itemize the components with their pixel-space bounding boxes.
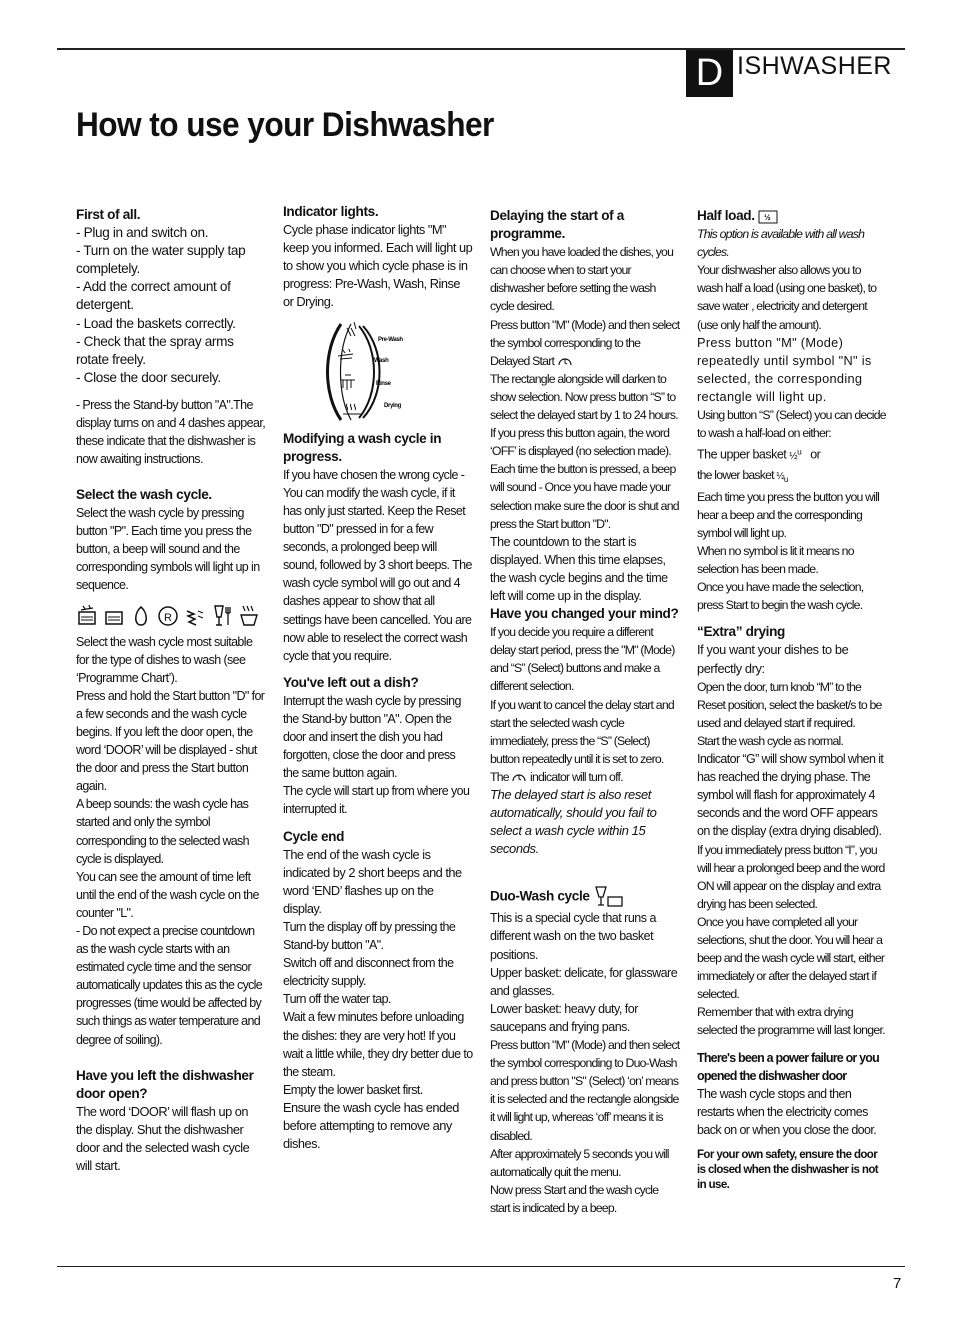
paragraph: the lower basket $\frac{1}{2}_u$ (697, 467, 788, 484)
paragraph: The word ‘DOOR’ will flash up on the display. Shut the dishwasher door and the selected wash cycle will start. (76, 1103, 250, 1174)
paragraph: Once you have completed all your selections, shut the door. You will hear a beep and the wash cycle will start, either immediately or after the delayed start if selected. (697, 914, 885, 1002)
paragraph: Each time you press the button you will hear a beep and the corresponding symbol will light up. (697, 489, 880, 540)
top-rule (57, 48, 905, 50)
paragraph: Ensure the wash cycle has ended before attempting to remove any dishes. (283, 1099, 459, 1152)
glass-cycle-icon (211, 603, 233, 629)
column-3 (490, 207, 680, 1217)
paragraph: Cycle phase indicator lights "M" keep you informed. Each will light up to show you which cycle phase is in progress: Pre-Wash, Wash, Rinse or Drying. (283, 222, 473, 310)
paragraph: Switch off and disconnect from the electricity supply. (283, 956, 454, 989)
svg-text:Pre-Wash: Pre-Wash (378, 336, 403, 343)
paragraph: If you want to cancel the delay start and start the selected wash cycle immediately, press the “S” (Select) button repeatedly until it is set to zero. The indicator will turn off. (490, 697, 674, 784)
half-load-heading: Half load. ½ (697, 207, 887, 225)
paragraph: When no symbol is lit it means no selection has been made. (697, 544, 854, 577)
rapid-cycle-icon (157, 603, 179, 629)
wash-cycle-symbols (76, 603, 266, 629)
changed-mind-heading: Have you changed your mind? (490, 606, 679, 622)
eco-cycle-icon (130, 603, 152, 629)
lower-basket-symbol: $\frac{1}{2}_u$ (776, 470, 788, 484)
prewash-cycle-icon (238, 603, 260, 629)
paragraph: Upper basket: delicate, for glassware and glasses. (490, 965, 678, 998)
paragraph: The end of the wash cycle is indicated by 2 short beeps and the word ‘END’ flashes up on the display. (283, 846, 462, 916)
paragraph: Open the door, turn knob “M” to the Reset position, select the basket/s to be used and delayed start if required. (697, 679, 882, 730)
paragraph: The wash cycle stops and then restarts when the electricity comes back on or when you close the door. (697, 1086, 877, 1137)
paragraph: Press button "M" (Mode) and then select the symbol corresponding to the Delayed Start (490, 317, 680, 368)
paragraph: Indicator “G” will show symbol when it has reached the drying phase. The symbol will flash for approximately 4 seconds and the word OFF appears on the display (extra drying disabled). (697, 752, 884, 839)
paragraph: Press button "M" (Mode) repeatedly until symbol "N" is selected, the corresponding rectangle will light up. (697, 334, 872, 404)
extra-drying-heading: “Extra” drying (697, 624, 786, 640)
paragraph: Now press Start and the wash cycle start is indicated by a beep. (490, 1182, 659, 1215)
svg-text:Rinse: Rinse (376, 380, 391, 387)
paragraph: The rectangle alongside will darken to show selection. Now press button “S” to select the delayed start by 1 to 24 hours. If you press this button again, the word ‘OFF’ is displayed (no selection made). (490, 371, 678, 459)
normal-cycle-icon (103, 603, 125, 629)
header-letter-box: D (686, 50, 733, 97)
modify-cycle-heading: Modifying a wash cycle in progress. (283, 430, 442, 464)
paragraph: Wait a few minutes before unloading the dishes: they are very hot! If you wait a little while, they dry better due to the steam. (283, 1010, 473, 1079)
delayed-start-icon (511, 771, 527, 785)
paragraph: Each time the button is pressed, a beep will sound - Once you have made your selection make sure the door is shut and press the Start button "D". (490, 462, 679, 531)
svg-text:Wash: Wash (374, 357, 389, 364)
paragraph: Empty the lower basket first. (283, 1082, 423, 1097)
duo-wash-icon (593, 885, 625, 909)
header-title: ISHWASHER (737, 52, 892, 80)
paragraph: Lower basket: heavy duty, for saucepans and frying pans. (490, 1001, 638, 1034)
paragraph: - Do not expect a precise countdown as the wash cycle starts with an estimated cycle time and the sensor automatically updates this as the cycle progresses (time would be affected by such things as water temperature and degree of soiling). (76, 924, 263, 1047)
paragraph: This option is available with all wash cycles. (697, 227, 865, 260)
cycle-end-heading: Cycle end (283, 828, 345, 844)
list-item: - Load the baskets correctly. (76, 315, 236, 331)
paragraph: The countdown to the start is displayed. When this time elapses, the wash cycle begins and the time left will come up in the display. (490, 534, 668, 603)
delay-start-heading: Delaying the start of a programme. (490, 208, 624, 242)
delicate-cycle-icon (184, 603, 206, 629)
column-4 (697, 207, 887, 1193)
list-item: - Plug in and switch on. (76, 225, 209, 241)
paragraph: The upper basket ½$^u$ or (697, 446, 821, 462)
intensive-cycle-icon (76, 603, 98, 629)
svg-text:R: R (164, 611, 172, 624)
indicator-panel-diagram (321, 320, 431, 424)
select-cycle-heading: Select the wash cycle. (76, 486, 212, 502)
paragraph: If you want your dishes to be perfectly dry: (697, 642, 849, 676)
paragraph: Select the wash cycle most suitable for the type of dishes to wash (see ‘Programme Chart’). (76, 634, 253, 685)
indicator-lights-heading: Indicator lights. (283, 204, 379, 219)
rinse-phase-icon (341, 375, 355, 390)
paragraph: The cycle will start up from where you interrupted it. (283, 784, 470, 817)
svg-text:½: ½ (764, 213, 771, 223)
paragraph: After approximately 5 seconds you will automatically quit the menu. (490, 1146, 669, 1179)
delayed-start-icon (557, 355, 573, 369)
left-out-dish-heading: You've left out a dish? (283, 674, 419, 690)
paragraph: If you have chosen the wrong cycle - You can modify the wash cycle, if it has only just started. Keep the Reset button "D" pressed in for a few seconds, a prolonged beep will sound, followed by 3 short beeps. The wash cycle symbol will go out and 4 dashes appear to show that all settings have been cancelled. You are now able to reselect the correct wash cycle that you require. (283, 467, 472, 663)
wash-phase-icon (338, 349, 353, 359)
paragraph: Select the wash cycle by pressing button "P". Each time you press the button, a beep will sound and the corresponding symbols will light up in sequence. (76, 506, 260, 593)
paragraph: Interrupt the wash cycle by pressing the Stand-by button "A". Open the door and insert the dish you had forgotten, close the door and press the same button again. (283, 693, 461, 781)
column-1 (76, 206, 266, 1175)
paragraph: The delayed start is also reset automatically, should you fail to select a wash cycle within 15 seconds. (490, 787, 657, 857)
paragraph: A beep sounds: the wash cycle has started and only the symbol corresponding to the selected wash cycle is displayed. (76, 797, 249, 866)
list-item: - Add the correct amount of detergent. (76, 279, 231, 313)
paragraph: When you have loaded the dishes, you can choose when to start your dishwasher before setting the wash cycle desired. (490, 245, 674, 314)
paragraph: Turn the display off by pressing the Stand-by button "A". (283, 920, 456, 953)
page-number: 7 (893, 1275, 902, 1292)
upper-basket-symbol: ½$^u$ (789, 446, 802, 462)
list-item: - Check that the spray arms rotate freely. (76, 333, 234, 367)
paragraph: Using button “S” (Select) you can decide to wash a half-load on either: (697, 408, 886, 441)
paragraph: If you immediately press button “I”, you will hear a prolonged beep and the word ON will appear on the display and extra drying has been selected. (697, 842, 885, 911)
column-2 (283, 203, 473, 1153)
paragraph: This is a special cycle that runs a different wash on the two basket positions. (490, 911, 656, 962)
list-item: - Turn on the water supply tap completely. (76, 243, 246, 277)
svg-text:Drying: Drying (384, 402, 401, 409)
list-item: - Close the door securely. (76, 369, 221, 385)
power-failure-heading: There's been a power failure or you opened the dishwasher door (697, 1050, 879, 1083)
first-of-all-heading: First of all. (76, 207, 141, 222)
paragraph: You can see the amount of time left until the end of the wash cycle on the counter "L". (76, 869, 259, 920)
page-title: How to use your Dishwasher (76, 106, 494, 144)
paragraph: Remember that with extra drying selected the programme will last longer. (697, 1005, 885, 1038)
paragraph: Press and hold the Start button "D" for a few seconds and the wash cycle begins. If you left the door open, the word ‘DOOR’ will be displayed - shut the door and press the Start button again. (76, 688, 265, 794)
paragraph: Your dishwasher also allows you to wash half a load (using one basket), to save water , electricity and detergent (use only half the amount). (697, 263, 877, 332)
standby-paragraph: - Press the Stand-by button "A".The display turns on and 4 dashes appear, these indicate that the dishwasher is now awaiting instructions. (76, 397, 266, 466)
door-open-heading: Have you left the dishwasher door open? (76, 1067, 254, 1101)
paragraph: Start the wash cycle as normal. (697, 733, 844, 748)
half-load-icon (758, 208, 778, 224)
duo-wash-heading: Duo-Wash cycle (490, 885, 680, 909)
paragraph: Press button "M" (Mode) and then select the symbol corresponding to Duo-Wash and press button "S" (Select) ‘on’ means it is selected and the rectangle alongside it will light up, whereas ‘off’ means it is disabled. (490, 1038, 680, 1143)
bottom-rule (57, 1266, 905, 1267)
safety-note: For your own safety, ensure the door is closed when the dishwasher is not in use. (697, 1149, 878, 1192)
paragraph: If you decide you require a different delay start period, press the "M" (Mode) and “S” (Select) buttons and make a different selection. (490, 625, 675, 694)
paragraph: Once you have made the selection, press Start to begin the wash cycle. (697, 580, 864, 613)
paragraph: Turn off the water tap. (283, 992, 391, 1007)
